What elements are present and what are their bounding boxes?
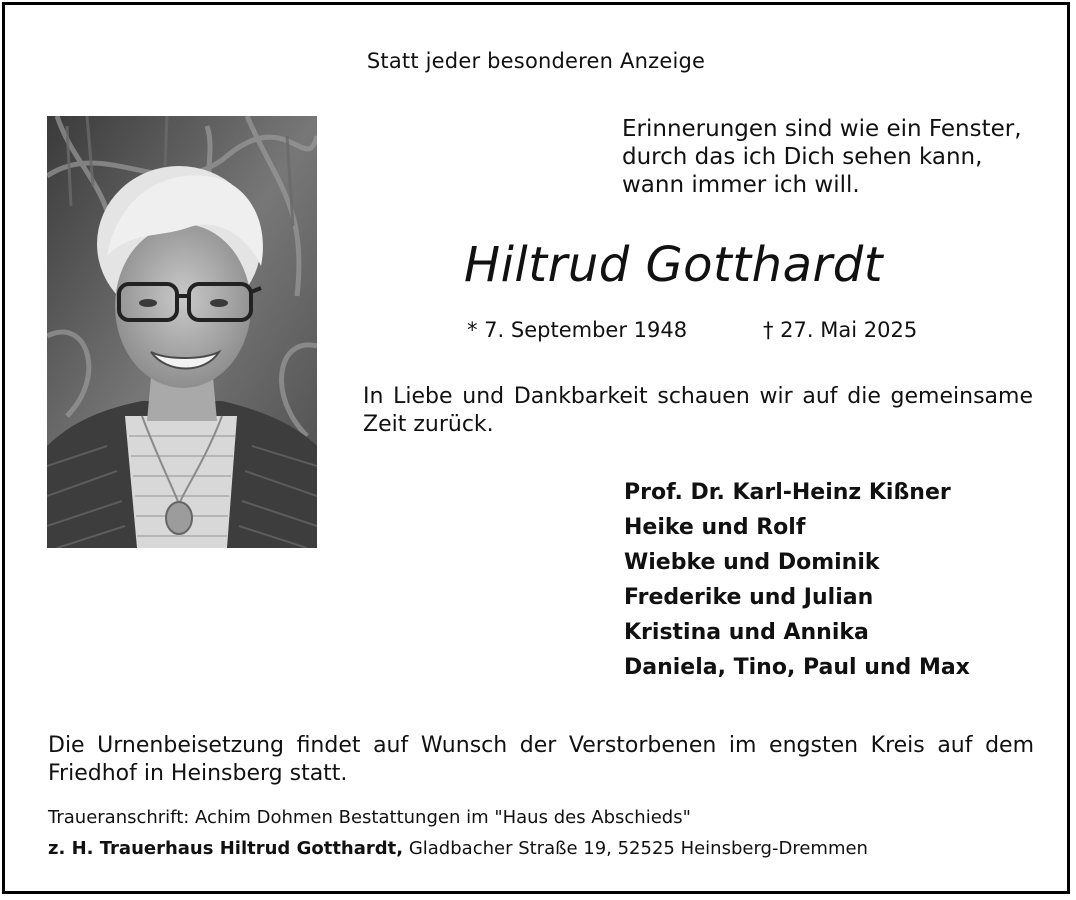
obituary-frame: [2, 2, 1070, 894]
burial-notice: Die Urnenbeisetzung findet auf Wunsch der Verstorbenen im engsten Kreis auf dem Friedhof in Heinsberg statt.: [48, 733, 1034, 786]
address-recipient: z. H. Trauerhaus Hiltrud Gotthardt,: [48, 838, 404, 859]
mourner-entry: Wiebke und Dominik: [624, 550, 880, 575]
mourner-entry: Frederike und Julian: [624, 585, 874, 610]
portrait-image: [47, 116, 317, 548]
address-street: Gladbacher Straße 19, 52525 Heinsberg-Dremmen: [403, 838, 868, 859]
quote-line: durch das ich Dich sehen kann,: [622, 144, 983, 170]
mourner-entry: Kristina und Annika: [624, 620, 869, 645]
notice-heading: Statt jeder besonderen Anzeige: [366, 49, 706, 73]
quote-line: Erinnerungen sind wie ein Fenster,: [622, 116, 1022, 142]
death-date: † 27. Mai 2025: [763, 318, 918, 342]
mourner-entry: Heike und Rolf: [624, 515, 806, 540]
address-line-2: [48, 833, 868, 864]
tribute-text: In Liebe und Dankbarkeit schauen wir auf die gemeinsame Zeit zurück.: [363, 384, 1033, 437]
deceased-name: Hiltrud Gotthardt: [464, 237, 884, 293]
address-line-1: Traueranschrift: Achim Dohmen Bestattungen im "Haus des Abschieds": [48, 807, 691, 828]
mourner-entry: Prof. Dr. Karl-Heinz Kißner: [624, 480, 951, 505]
memorial-quote: [622, 115, 1062, 199]
mourners-list: [624, 475, 970, 685]
portrait-photo: [47, 116, 317, 548]
mourning-address: [48, 802, 868, 864]
mourner-entry: Daniela, Tino, Paul und Max: [624, 655, 970, 680]
quote-line: wann immer ich will.: [622, 172, 860, 198]
birth-date: * 7. September 1948: [467, 318, 688, 342]
